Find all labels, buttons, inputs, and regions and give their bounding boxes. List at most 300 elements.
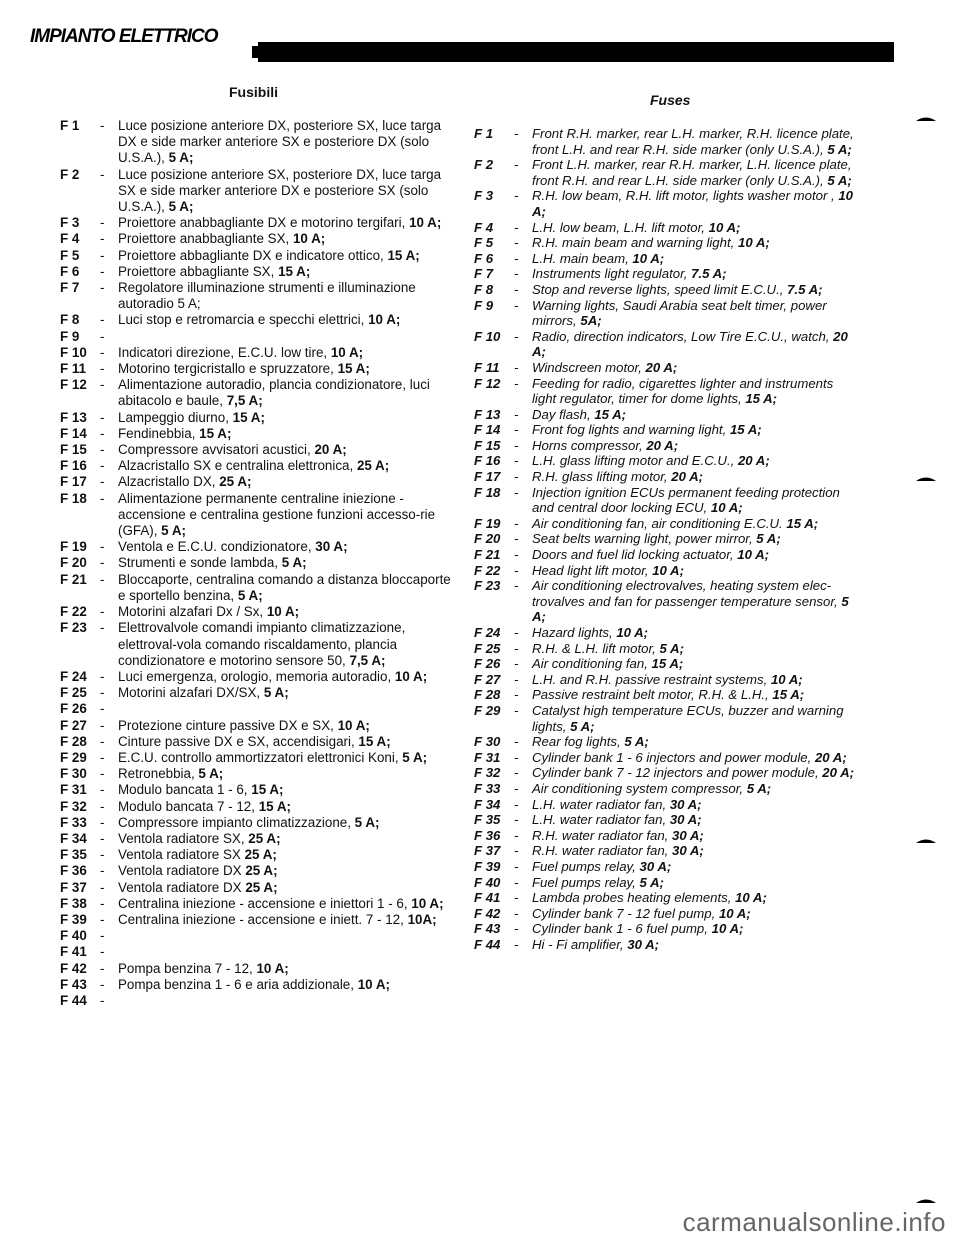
fuse-separator: - [100,328,105,344]
fuse-amperage: 15 A; [337,361,370,377]
fuse-number: F 24 [474,625,501,640]
fuse-number: F 42 [474,905,501,921]
fuse-entry [474,906,860,922]
fuse-description [532,921,860,937]
fuse-separator: - [100,280,105,296]
fuse-entry [60,458,456,474]
fuse-description [118,831,456,847]
fuse-description [532,875,860,891]
fuse-circuit-text: Retronebbia, [118,766,195,782]
page-edge-mark [916,116,936,122]
fuse-amperage: 15 A; [745,391,778,407]
fuse-amperage: 25 A; [219,474,252,490]
fuse-amperage: 5 A; [756,531,781,547]
fuse-separator: - [100,814,105,830]
fuse-number: F 19 [474,515,501,531]
fuse-amperage: 7,5 A; [349,652,386,668]
fuse-separator: - [100,377,105,393]
page-edge-mark [916,476,936,482]
fuse-circuit-text: Ventola radiatore DX [118,879,242,895]
fuse-amperage: 5 A; [281,555,307,571]
fuse-amperage: 10 A; [368,312,401,328]
fuse-amperage: 15 A; [278,263,311,279]
section-title: IMPIANTO ELETTRICO [30,26,218,47]
fuse-circuit-text: R.H. & L.H. lift motor, [532,640,656,656]
fuse-amperage: 10 A; [737,235,770,251]
fuse-entry [60,377,456,409]
fuse-description [118,815,456,831]
fuse-description [118,280,456,312]
fuse-number: F 6 [60,263,80,279]
fuse-circuit-text: Rear fog lights, [532,734,621,750]
page-edge-mark [916,1198,936,1204]
fuse-separator: - [514,671,519,687]
fuse-separator: - [514,188,519,204]
fuse-separator: - [100,928,105,944]
fuse-amperage: 10 A; [292,231,326,247]
fuse-amperage: 30 A; [315,539,348,555]
fuse-amperage: 20 A; [314,442,347,458]
fuse-description [118,555,456,571]
fuse-amperage: 10 A; [710,500,743,516]
fuse-circuit-text: Bloccaporte, centralina comando a distanza bloccaporte e sportello benzina, [118,571,451,603]
fuse-circuit-text: R.H. water radiator fan, [532,827,669,843]
fuse-circuit-text: Proiettore abbagliante DX e indicatore ottico, [118,247,384,263]
fuse-description [118,944,456,960]
fuse-entry [474,781,860,797]
fuse-amperage: 15 A; [199,425,232,441]
fuse-circuit-text: Alimentazione autoradio, plancia condizionatore, luci abitacolo e baule, [118,377,430,409]
fuse-description [532,937,860,953]
fuse-entry [60,815,456,831]
fuse-number: F 31 [474,749,501,765]
fuse-entry [60,896,456,912]
fuse-number: F 26 [474,656,501,672]
fuse-separator: - [514,827,519,843]
fuse-entry [60,701,456,717]
fuse-separator: - [100,668,105,684]
fuse-description [118,993,456,1009]
fuse-number: F 27 [60,717,87,733]
fuse-circuit-text: E.C.U. controllo ammortizzatori elettronici Koni, [118,749,399,765]
fuse-number: F 24 [60,668,87,684]
fuse-number: F 43 [60,976,87,992]
fuse-description [532,298,860,329]
fuse-description [532,360,860,376]
fuse-circuit-text: Regolatore illuminazione strumenti e illuminazione autoradio 5 A; [118,280,416,312]
fuse-description [532,578,860,625]
fuse-separator: - [514,702,519,718]
fuse-entry [474,672,860,688]
fuse-description [532,157,860,188]
fuse-number: F 14 [60,425,87,441]
fuse-number: F 14 [474,422,501,438]
fuse-separator: - [100,312,105,328]
fuse-separator: - [100,490,105,506]
fuse-entry [474,251,860,267]
fuse-entry [474,298,860,329]
header-rule [258,42,894,62]
fuse-circuit-text: Ventola radiatore DX [118,863,242,879]
fuse-description [118,701,456,717]
fuse-circuit-text: Lampeggio diurno, [118,409,229,425]
fuse-amperage: 10 A; [770,671,803,687]
fuse-number: F 12 [474,375,501,391]
fuse-description [118,248,456,264]
fuse-number: F 13 [474,406,501,422]
fuse-description [118,961,456,977]
fuse-separator: - [514,406,519,422]
fuse-number: F 37 [60,879,87,895]
fuse-entry [474,547,860,563]
fuse-entry [60,782,456,798]
fuse-separator: - [514,297,519,313]
fuse-circuit-text: Lambda probes heating elements, [532,890,732,906]
fuse-entry [474,531,860,547]
fuse-entry [474,422,860,438]
fuse-amperage: 20 A; [671,469,704,485]
fuse-circuit-text: R.H. low beam, R.H. lift motor, lights washer motor , [532,188,835,204]
fuse-amperage: 25 A; [248,830,281,846]
fuse-separator: - [514,858,519,874]
fuse-description [532,453,860,469]
fuse-number: F 20 [60,555,87,571]
fuse-separator: - [514,625,519,640]
fuse-entry [474,797,860,813]
fuse-entry [474,235,860,251]
fuse-entry [474,220,860,236]
fuse-amperage: 10 A; [330,344,364,360]
fuse-separator: - [514,266,519,282]
fuse-circuit-text: R.H. glass lifting motor, [532,469,668,485]
fuse-circuit-text: Cylinder bank 7 - 12 fuel pump, [532,905,716,921]
fuse-description [532,469,860,485]
fuse-circuit-text: Catalyst high temperature ECUs, buzzer and warning lights, [532,702,844,734]
fuse-number: F 37 [474,843,501,859]
fuse-separator: - [100,247,105,263]
fuse-circuit-text: Luci stop e retromarcia e specchi elettrici, [118,312,365,328]
fuse-entry [60,491,456,540]
fuse-circuit-text: Fuel pumps relay, [532,874,636,890]
fuse-circuit-text: Passive restraint belt motor, R.H. & L.H., [532,687,769,703]
fuse-description [532,906,860,922]
fuse-separator: - [514,734,519,750]
fuse-amperage: 30 A; [627,936,660,952]
fuse-separator: - [100,263,105,279]
fuse-entry [60,993,456,1009]
fuse-circuit-text: L.H. glass lifting motor and E.C.U., [532,453,735,469]
fuse-amperage: 25 A; [245,879,278,895]
fuse-entry [60,863,456,879]
fuse-separator: - [100,425,105,441]
fuse-circuit-text: Injection ignition ECUs permanent feeding protection and central door locking ECU, [532,484,840,516]
fuse-description [118,345,456,361]
fuse-entry [474,516,860,532]
fuse-circuit-text: Modulo bancata 7 - 12, [118,798,255,814]
fuse-amperage: 20 A; [737,453,770,469]
fuse-number: F 9 [474,297,494,313]
fuse-amperage: 5 A; [168,150,194,166]
fuse-entry [474,188,860,219]
fuse-description [118,458,456,474]
fuse-separator: - [100,166,105,182]
fuse-number: F 23 [474,578,501,594]
fuse-number: F 41 [60,944,87,960]
fuse-entry [474,126,860,157]
fuse-entry [474,703,860,734]
fuse-amperage: 5 A; [402,749,428,765]
fuse-circuit-text: Fuel pumps relay, [532,858,636,874]
fuse-circuit-text: L.H. low beam, L.H. lift motor, [532,219,705,235]
fuse-separator: - [514,375,519,391]
fuse-amperage: 5 A; [639,874,664,890]
fuse-entry [60,718,456,734]
fuse-description [532,188,860,219]
fuse-separator: - [100,749,105,765]
fuse-circuit-text: R.H. main beam and warning light, [532,235,735,251]
fuse-description [532,438,860,454]
fuse-circuit-text: Luci emergenza, orologio, memoria autoradio, [118,668,392,684]
fuse-number: F 36 [474,827,501,843]
fuse-separator: - [100,911,105,927]
fuse-description [532,516,860,532]
fuse-circuit-text: L.H. water radiator fan, [532,796,667,812]
fuse-entry [60,280,456,312]
fuse-circuit-text: Luce posizione anteriore DX, posteriore SX, luce targa DX e side marker anteriore SX e posteriore DX (solo U.S.A.), [118,118,442,166]
fuse-amperage: 25 A; [356,458,390,474]
fuse-amperage: 7.5 A; [787,281,823,297]
fuse-number: F 10 [60,344,87,360]
fuse-circuit-text: Ventola e E.C.U. condizionatore, [118,539,312,555]
fuse-entry [60,539,456,555]
fuse-number: F 29 [60,749,87,765]
fuse-separator: - [100,766,105,782]
italian-fuse-list [60,118,456,1009]
fuse-separator: - [514,874,519,890]
fuse-circuit-text: Pompa benzina 1 - 6 e aria addizionale, [118,976,354,992]
fuse-separator: - [100,879,105,895]
fuse-separator: - [100,717,105,733]
fuse-description [118,264,456,280]
fuse-entry [474,407,860,423]
fuse-amperage: 5 A; [263,685,289,701]
fuse-entry [60,572,456,604]
fuse-separator: - [100,555,105,571]
fuse-description [532,687,860,703]
fuse-amperage: 5A; [580,313,602,329]
fuse-number: F 44 [474,936,501,952]
fuse-number: F 26 [60,701,87,717]
fuse-separator: - [514,765,519,781]
fuse-separator: - [514,126,519,141]
fuse-description [118,896,456,912]
fuse-amperage: 5 A; [624,734,649,750]
fuse-circuit-text: Motorini alzafari DX/SX, [118,685,261,701]
fuse-separator: - [100,798,105,814]
fuse-amperage: 7.5 A; [691,266,727,282]
fuse-number: F 39 [474,858,501,874]
fuse-circuit-text: Hazard lights, [532,625,613,640]
fuse-circuit-text: L.H. and R.H. passive restraint systems, [532,671,768,687]
fuse-description [118,442,456,458]
fuse-entry [474,578,860,625]
fuse-separator: - [100,539,105,555]
fuse-circuit-text: Cylinder bank 1 - 6 fuel pump, [532,921,708,937]
fuse-amperage: 15 A; [387,247,420,263]
fuse-circuit-text: R.H. water radiator fan, [532,843,669,859]
fuse-amperage: 10 A; [266,604,300,620]
fuse-description [532,485,860,516]
fuse-amperage: 15 A; [651,656,684,672]
fuse-description [118,329,456,345]
fuse-circuit-text: Proiettore abbagliante SX, [118,263,275,279]
fuse-circuit-text: Proiettore anabbagliante DX e motorino tergifari, [118,215,406,231]
fuse-description [118,669,456,685]
fuse-separator: - [100,960,105,976]
fuse-description [118,410,456,426]
fuse-number: F 10 [474,328,501,344]
fuse-number: F 41 [474,890,501,906]
fuse-number: F 2 [474,157,494,173]
fuse-separator: - [514,469,519,485]
fuse-entry [474,157,860,188]
fuse-description [118,912,456,928]
fuse-amperage: 10 A; [632,250,665,266]
fuse-description [532,765,860,781]
fuse-description [532,890,860,906]
fuse-entry [60,118,456,167]
fuse-number: F 2 [60,166,80,182]
fuse-number: F 4 [60,231,80,247]
fuse-number: F 7 [60,280,80,296]
fuse-number: F 34 [474,796,501,812]
fuse-amperage: 15 A; [258,798,291,814]
fuse-number: F 6 [474,250,494,266]
fuse-separator: - [514,359,519,375]
fuse-separator: - [514,484,519,500]
fuse-number: F 35 [474,812,501,828]
fuse-entry [60,799,456,815]
fuse-separator: - [100,118,105,133]
fuse-entry [60,555,456,571]
fuse-separator: - [100,442,105,458]
fuse-number: F 44 [60,992,87,1008]
fuse-number: F 17 [60,474,87,490]
fuse-entry [60,734,456,750]
fuse-description [532,828,860,844]
page-header [30,22,860,66]
fuse-amperage: 10 A; [411,895,444,911]
fuse-amperage: 30 A; [669,796,702,812]
fuse-separator: - [100,944,105,960]
fuse-number: F 13 [60,409,87,425]
fuse-separator: - [100,474,105,490]
fuse-amperage: 25 A; [244,847,277,863]
fuse-separator: - [514,936,519,952]
fuse-amperage: 10 A; [737,547,770,563]
fuse-description [532,220,860,236]
fuse-description [118,491,456,540]
fuse-separator: - [514,515,519,531]
fuse-entry [60,312,456,328]
fuse-amperage: 10 A; [718,905,751,921]
fuse-circuit-text: Air conditioning system compressor, [532,780,744,796]
fuse-amperage: 15 A; [358,733,391,749]
fuse-entry [474,843,860,859]
fuse-amperage: 5 A; [659,640,684,656]
fuse-number: F 16 [60,458,87,474]
fuse-amperage: 10 A; [357,976,390,992]
fuse-description [532,422,860,438]
fuse-number: F 40 [60,928,87,944]
fuse-separator: - [100,733,105,749]
fuse-entry [60,231,456,247]
fuse-circuit-text: Windscreen motor, [532,359,642,375]
fuse-number: F 22 [474,562,501,578]
fuse-number: F 8 [60,312,80,328]
fuse-description [118,718,456,734]
fuse-number: F 1 [60,118,80,133]
fuse-entry [474,469,860,485]
fuse-separator: - [514,281,519,297]
fuse-circuit-text: Compressore avvisatori acustici, [118,442,311,458]
fuse-circuit-text: Modulo bancata 1 - 6, [118,782,248,798]
fuse-separator: - [514,219,519,235]
fuse-amperage: 10 A; [708,219,741,235]
fuse-description [118,312,456,328]
fuse-circuit-text: Cylinder bank 1 - 6 injectors and power module, [532,749,812,765]
fuse-number: F 39 [60,911,87,927]
fuse-number: F 15 [474,437,501,453]
fuse-amperage: 20 A; [646,437,679,453]
fuse-number: F 42 [60,960,87,976]
fuse-description [532,547,860,563]
fuse-amperage: 15 A; [772,687,805,703]
fuse-separator: - [514,921,519,937]
fuse-description [118,782,456,798]
fuse-number: F 1 [474,126,494,141]
fuse-circuit-text: Cinture passive DX e SX, accendisigari, [118,733,355,749]
fuse-separator: - [100,701,105,717]
fuse-circuit-text: Feeding for radio, cigarettes lighter and instruments light regulator, timer for dome lights, [532,375,834,407]
fuse-circuit-text: Air conditioning electrovalves, heating system elec-trovalves and fan for passenger temperature sensor, [532,578,838,609]
fuse-amperage: 20 A; [814,749,847,765]
fuse-description [532,329,860,360]
fuse-amperage: 5 A; [354,814,380,830]
fuse-description [532,563,860,579]
fuse-description [118,426,456,442]
fuse-amperage: 10 A; [735,890,767,906]
fuse-amperage: 10 A; [652,562,684,578]
fuse-entry [60,361,456,377]
fuse-separator: - [100,409,105,425]
fuse-description [532,812,860,828]
fuse-number: F 35 [60,847,87,863]
fuse-amperage: 15 A; [729,422,762,438]
fuse-entry [60,831,456,847]
watermark: carmanualsonline.info [682,1207,946,1237]
fuse-description [532,843,860,859]
fuse-number: F 31 [60,782,87,798]
fuse-entry [474,875,860,891]
fuse-separator: - [514,796,519,812]
fuse-number: F 33 [60,814,87,830]
fuse-circuit-text: L.H. main beam, [532,250,629,266]
fuse-description [532,797,860,813]
fuse-entry [60,426,456,442]
fuse-entry [60,329,456,345]
fuse-number: F 20 [474,531,501,547]
